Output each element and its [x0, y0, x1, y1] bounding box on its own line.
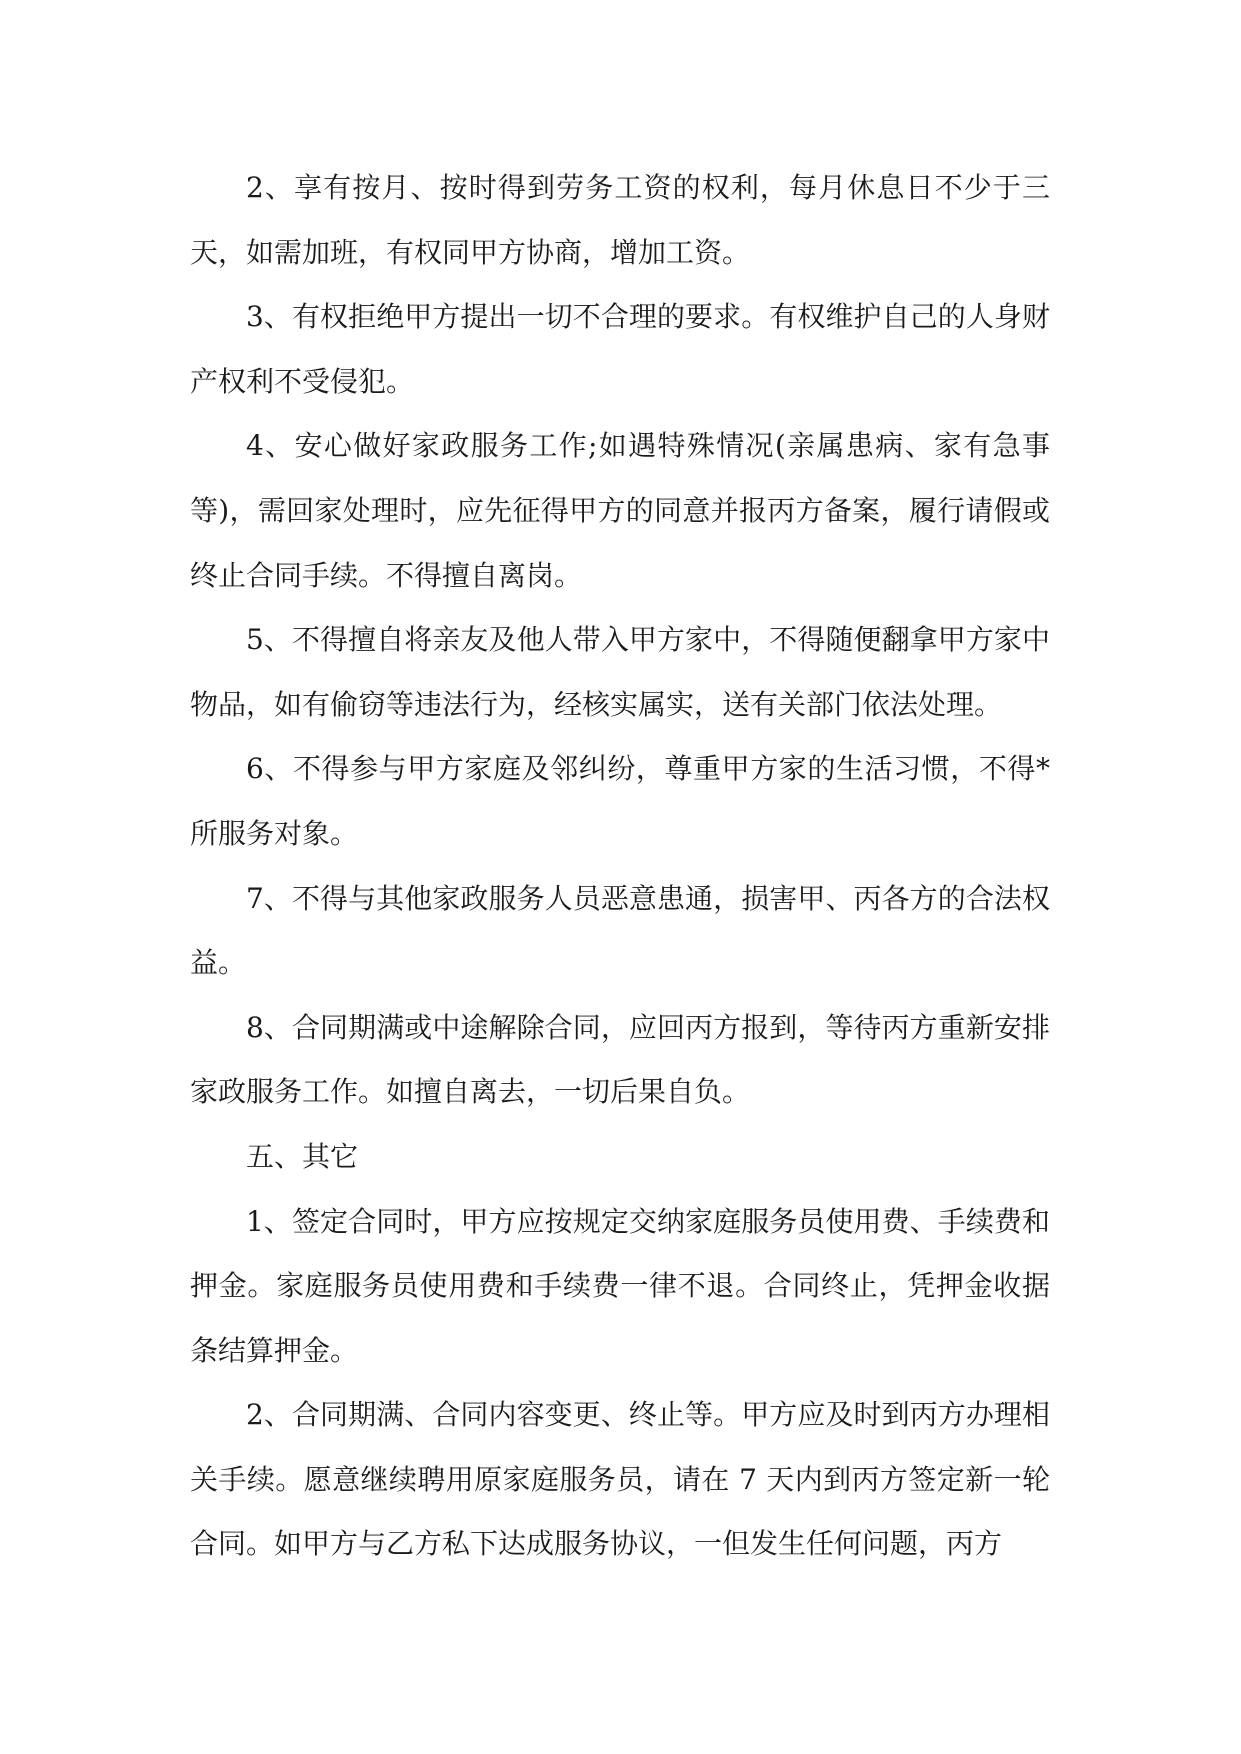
paragraph-right-6: 6、不得参与甲方家庭及邻纠纷，尊重甲方家的生活习惯，不得*所服务对象。 — [190, 752, 1050, 850]
paragraph-right-4: 4、安心做好家政服务工作;如遇特殊情况(亲属患病、家有急事等)，需回家处理时，应先征得甲方的同意并报丙方备案，履行请假或终止合同手续。不得擅自离岗。 — [190, 429, 1050, 592]
paragraph-right-2: 2、享有按月、按时得到劳务工资的权利，每月休息日不少于三天，如需加班，有权同甲方协商，增加工资。 — [190, 171, 1050, 269]
paragraph-other-2: 2、合同期满、合同内容变更、终止等。甲方应及时到丙方办理相关手续。愿意继续聘用原家庭服务员，请在 7 天内到丙方签定新一轮合同。如甲方与乙方私下达成服务协议，一但发生任何问题，丙方 — [190, 1398, 1050, 1561]
paragraph-right-7: 7、不得与其他家政服务人员恶意患通，损害甲、丙各方的合法权益。 — [190, 881, 1050, 980]
document-body — [190, 156, 1050, 1577]
paragraph-right-3: 3、有权拒绝甲方提出一切不合理的要求。有权维护自己的人身财产权利不受侵犯。 — [190, 300, 1050, 398]
paragraph-right-5: 5、不得擅自将亲友及他人带入甲方家中，不得随便翻拿甲方家中物品，如有偷窃等违法行为，经核实属实，送有关部门依法处理。 — [190, 623, 1050, 721]
paragraph-right-8: 8、合同期满或中途解除合同，应回丙方报到，等待丙方重新安排家政服务工作。如擅自离去，一切后果自负。 — [190, 1010, 1050, 1109]
paragraph-other-1: 1、签定合同时，甲方应按规定交纳家庭服务员使用费、手续费和押金。家庭服务员使用费和手续费一律不退。合同终止，凭押金收据条结算押金。 — [190, 1204, 1050, 1367]
section-heading-other: 五、其它 — [246, 1139, 359, 1173]
